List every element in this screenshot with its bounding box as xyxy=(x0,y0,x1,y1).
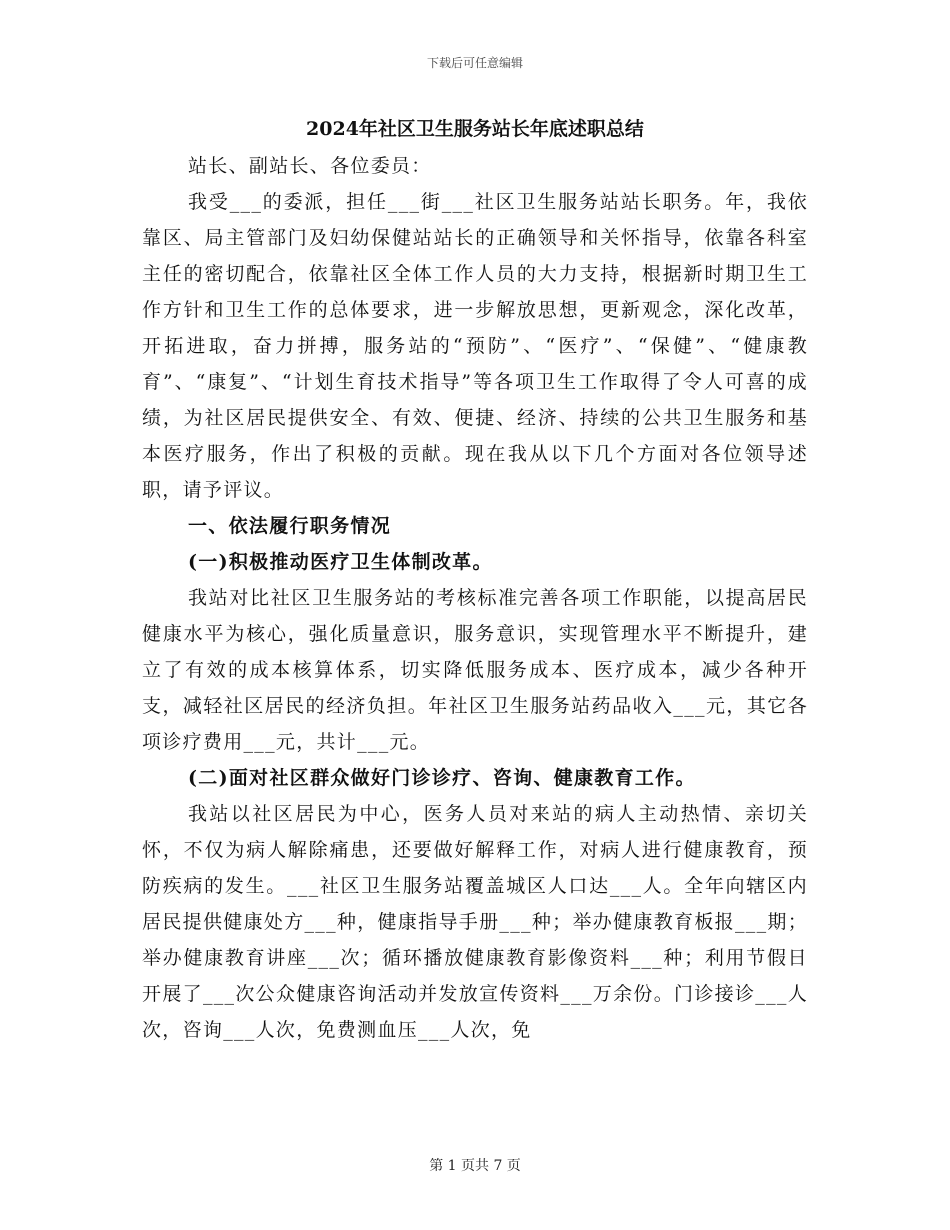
salutation: 站长、副站长、各位委员： xyxy=(188,155,432,177)
subsection-heading-1: (一)积极推动医疗卫生体制改革。 xyxy=(188,551,493,573)
subsection-body-2: 我站以社区居民为中心，医务人员对来站的病人主动热情、亲切关怀，不仅为病人解除痛患，还要做好解释工作，对病人进行健康教育，预防疾病的发生。___社区卫生服务站覆盖城区人口达___人。全年向辖区内居民提供健康处方___种，健康指导手册___种；举办健康教育板报___期；举办健康教育讲座___次；循环播放健康教育影像资料___种；利用节假日开展了___次公众健康咨询活动并发放宣传资料___万余份。门诊接诊___人次，咨询___人次，免费测血压___人次，免 xyxy=(142,803,808,1041)
page-number: 第 1 页共 7 页 xyxy=(429,1158,521,1174)
subsection-heading-2: (二)面对社区群众做好门诊诊疗、咨询、健康教育工作。 xyxy=(188,767,696,789)
intro-paragraph: 我受___的委派，担任___街___社区卫生服务站站长职务。年，我依靠区、局主管部门及妇幼保健站站长的正确领导和关怀指导，依靠各科室主任的密切配合，依靠社区全体工作人员的大力支持，根据新时期卫生工作方针和卫生工作的总体要求，进一步解放思想，更新观念，深化改革，开拓进取，奋力拼搏，服务站的“预防”、“医疗”、“保健”、“健康教育”、“康复”、“计划生育技术指导”等各项卫生工作取得了令人可喜的成绩，为社区居民提供安全、有效、便捷、经济、持续的公共卫生服务和基本医疗服务，作出了积极的贡献。现在我从以下几个方面对各位领导述职，请予评议。 xyxy=(142,191,808,501)
document-title: 2024年社区卫生服务站长年底述职总结 xyxy=(306,118,644,140)
subsection-body-1: 我站对比社区卫生服务站的考核标准完善各项工作职能，以提高居民健康水平为核心，强化质量意识，服务意识，实现管理水平不断提升，建立了有效的成本核算体系，切实降低服务成本、医疗成本，减少各种开支，减轻社区居民的经济负担。年社区卫生服务站药品收入___元，其它各项诊疗费用___元，共计___元。 xyxy=(142,587,808,753)
section-heading-1: 一、依法履行职务情况 xyxy=(188,515,392,537)
page-header-note: 下载后可任意编辑 xyxy=(426,56,523,70)
document-body xyxy=(142,114,808,1048)
